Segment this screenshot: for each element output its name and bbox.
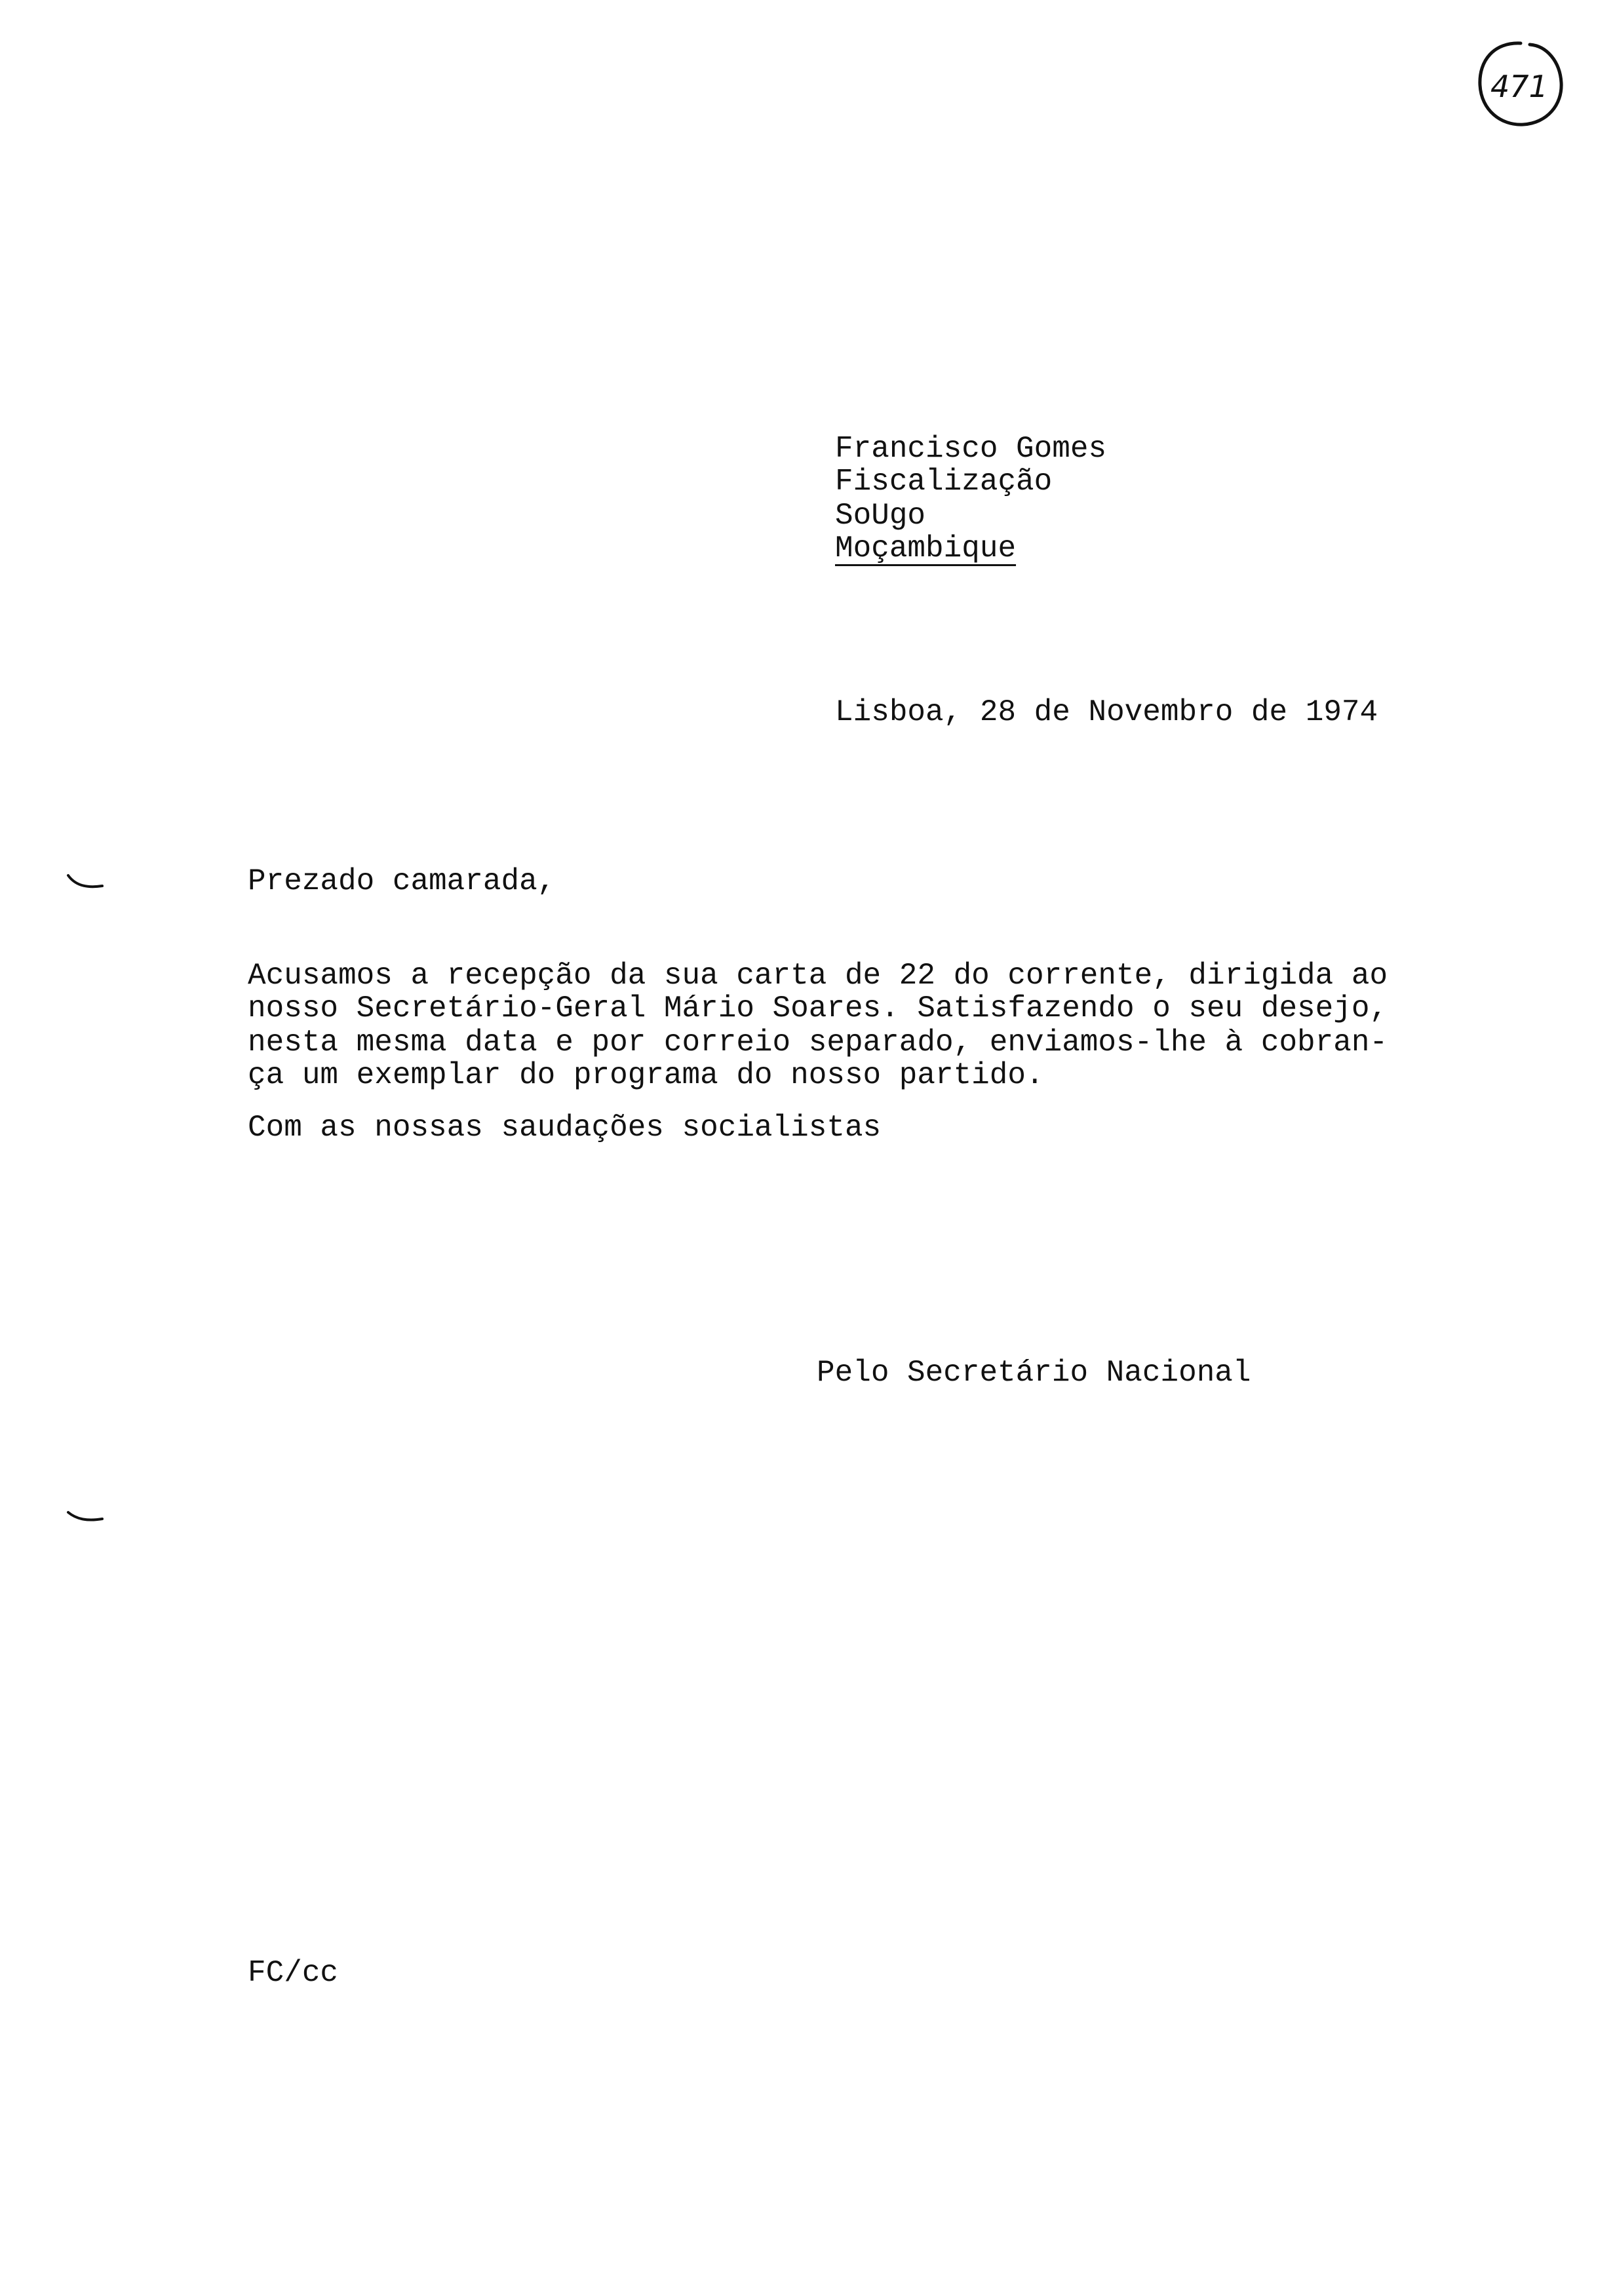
page-number-stamp (1475, 39, 1566, 130)
punch-mark-upper (66, 871, 105, 891)
body-line-2: nosso Secretário-Geral Mário Soares. Satisfazendo o seu desejo, (248, 991, 1388, 1025)
recipient-name: Francisco Gomes (835, 432, 1107, 466)
body-line-4: ça um exemplar do programa do nosso partido. (248, 1058, 1044, 1092)
body-line-1: Acusamos a recepção da sua carta de 22 do corrente, dirigida ao (248, 959, 1388, 993)
signature-line: Pelo Secretário Nacional (817, 1356, 1251, 1390)
typist-initials: FC/cc (248, 1956, 339, 1990)
recipient-line-3: SoUgo (835, 499, 926, 533)
closing: Com as nossas saudações socialistas (248, 1111, 882, 1145)
punch-mark-lower (66, 1507, 105, 1527)
recipient-line-2: Fiscalização (835, 465, 1053, 499)
body-line-3: nesta mesma data e por correio separado, enviamos-lhe à cobran- (248, 1025, 1388, 1060)
recipient-country: Moçambique (835, 531, 1017, 565)
page-number-text: 471 (1490, 69, 1548, 104)
salutation: Prezado camarada, (248, 864, 556, 898)
date-line: Lisboa, 28 de Novembro de 1974 (835, 695, 1378, 729)
